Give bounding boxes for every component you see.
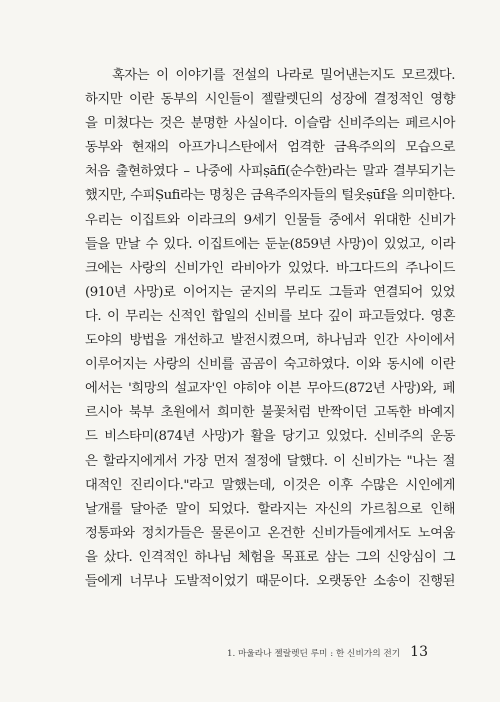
running-head: 1. 마울라나 젤랄렛딘 루미 : 한 신비가의 전기 — [226, 649, 401, 659]
text-line: 들을 만날 수 있다. 이집트에는 둔눈(859년 사망)이 있었고, 이라 — [85, 236, 455, 252]
text-line: 했지만, 수피Ṣufi라는 명칭은 금욕주의자들의 털옷ṣūf을 의미한다. — [85, 188, 455, 204]
text-line: 혹자는 이 이야기를 전설의 나라로 밀어낸는지도 모르겠다. — [112, 68, 455, 83]
text-line: 르시아 북부 초원에서 희미한 불꽃처럼 반짝이던 고독한 바예지 — [85, 405, 455, 421]
text-line: 크에는 사랑의 신비가인 라비아가 있었다. 바그다드의 주나이드 — [85, 260, 455, 276]
text-line: 드 비스타미(874년 사망)가 활을 당기고 있었다. 신비주의 운동 — [85, 429, 455, 445]
body-text — [85, 64, 455, 594]
text-line: 다. 이 무리는 신적인 합일의 신비를 보다 깊이 파고들었다. 영혼 — [85, 308, 455, 324]
text-line: 들에게 너무나 도발적이었기 때문이다. 오랫동안 소송이 진행된 — [85, 573, 455, 589]
text-line: 도야의 방법을 개선하고 발전시켰으며, 하나님과 인간 사이에서 — [85, 333, 455, 349]
text-line: 동부와 현재의 아프가니스탄에서 엄격한 금욕주의의 모습으로 — [85, 140, 455, 156]
text-line: 날개를 달아준 말이 되었다. 할라지는 자신의 가르침으로 인해 — [85, 501, 455, 517]
text-line: 대적인 진리이다."라고 말했는데, 이것은 이후 수많은 시인에게 — [85, 477, 455, 493]
text-line: 에서는 '희망의 설교자'인 야히야 이븐 무아드(872년 사망)와, 페 — [85, 381, 455, 397]
text-line: 이루어지는 사랑의 신비를 곰곰이 숙고하였다. 이와 동시에 이란 — [85, 357, 455, 373]
text-line: 처음 출현하였다 – 나중에 사피ṣāfī(순수한)라는 말과 결부되기는 — [85, 164, 455, 180]
text-line: 을 샀다. 인격적인 하나님 체험을 목표로 삼는 그의 신앙심이 그 — [85, 549, 455, 565]
text-line: 우리는 이집트와 이라크의 9세기 인물들 중에서 위대한 신비가 — [85, 212, 455, 228]
text-line: 정통파와 정치가들은 물론이고 온건한 신비가들에게서도 노여움 — [85, 525, 455, 541]
page-number: 13 — [410, 644, 428, 660]
text-line: (910년 사망)로 이어지는 굳지의 무리도 그들과 연결되어 있었 — [85, 284, 455, 300]
page-footer — [227, 643, 428, 661]
text-line: 하지만 이란 동부의 시인들이 젤랄렛딘의 성장에 결정적인 영향 — [85, 92, 455, 108]
text-line: 을 미쳤다는 것은 분명한 사실이다. 이슬람 신비주의는 페르시아 — [85, 116, 455, 132]
text-line: 은 할라지에게서 가장 먼저 절정에 달했다. 이 신비가는 "나는 절 — [85, 453, 455, 469]
